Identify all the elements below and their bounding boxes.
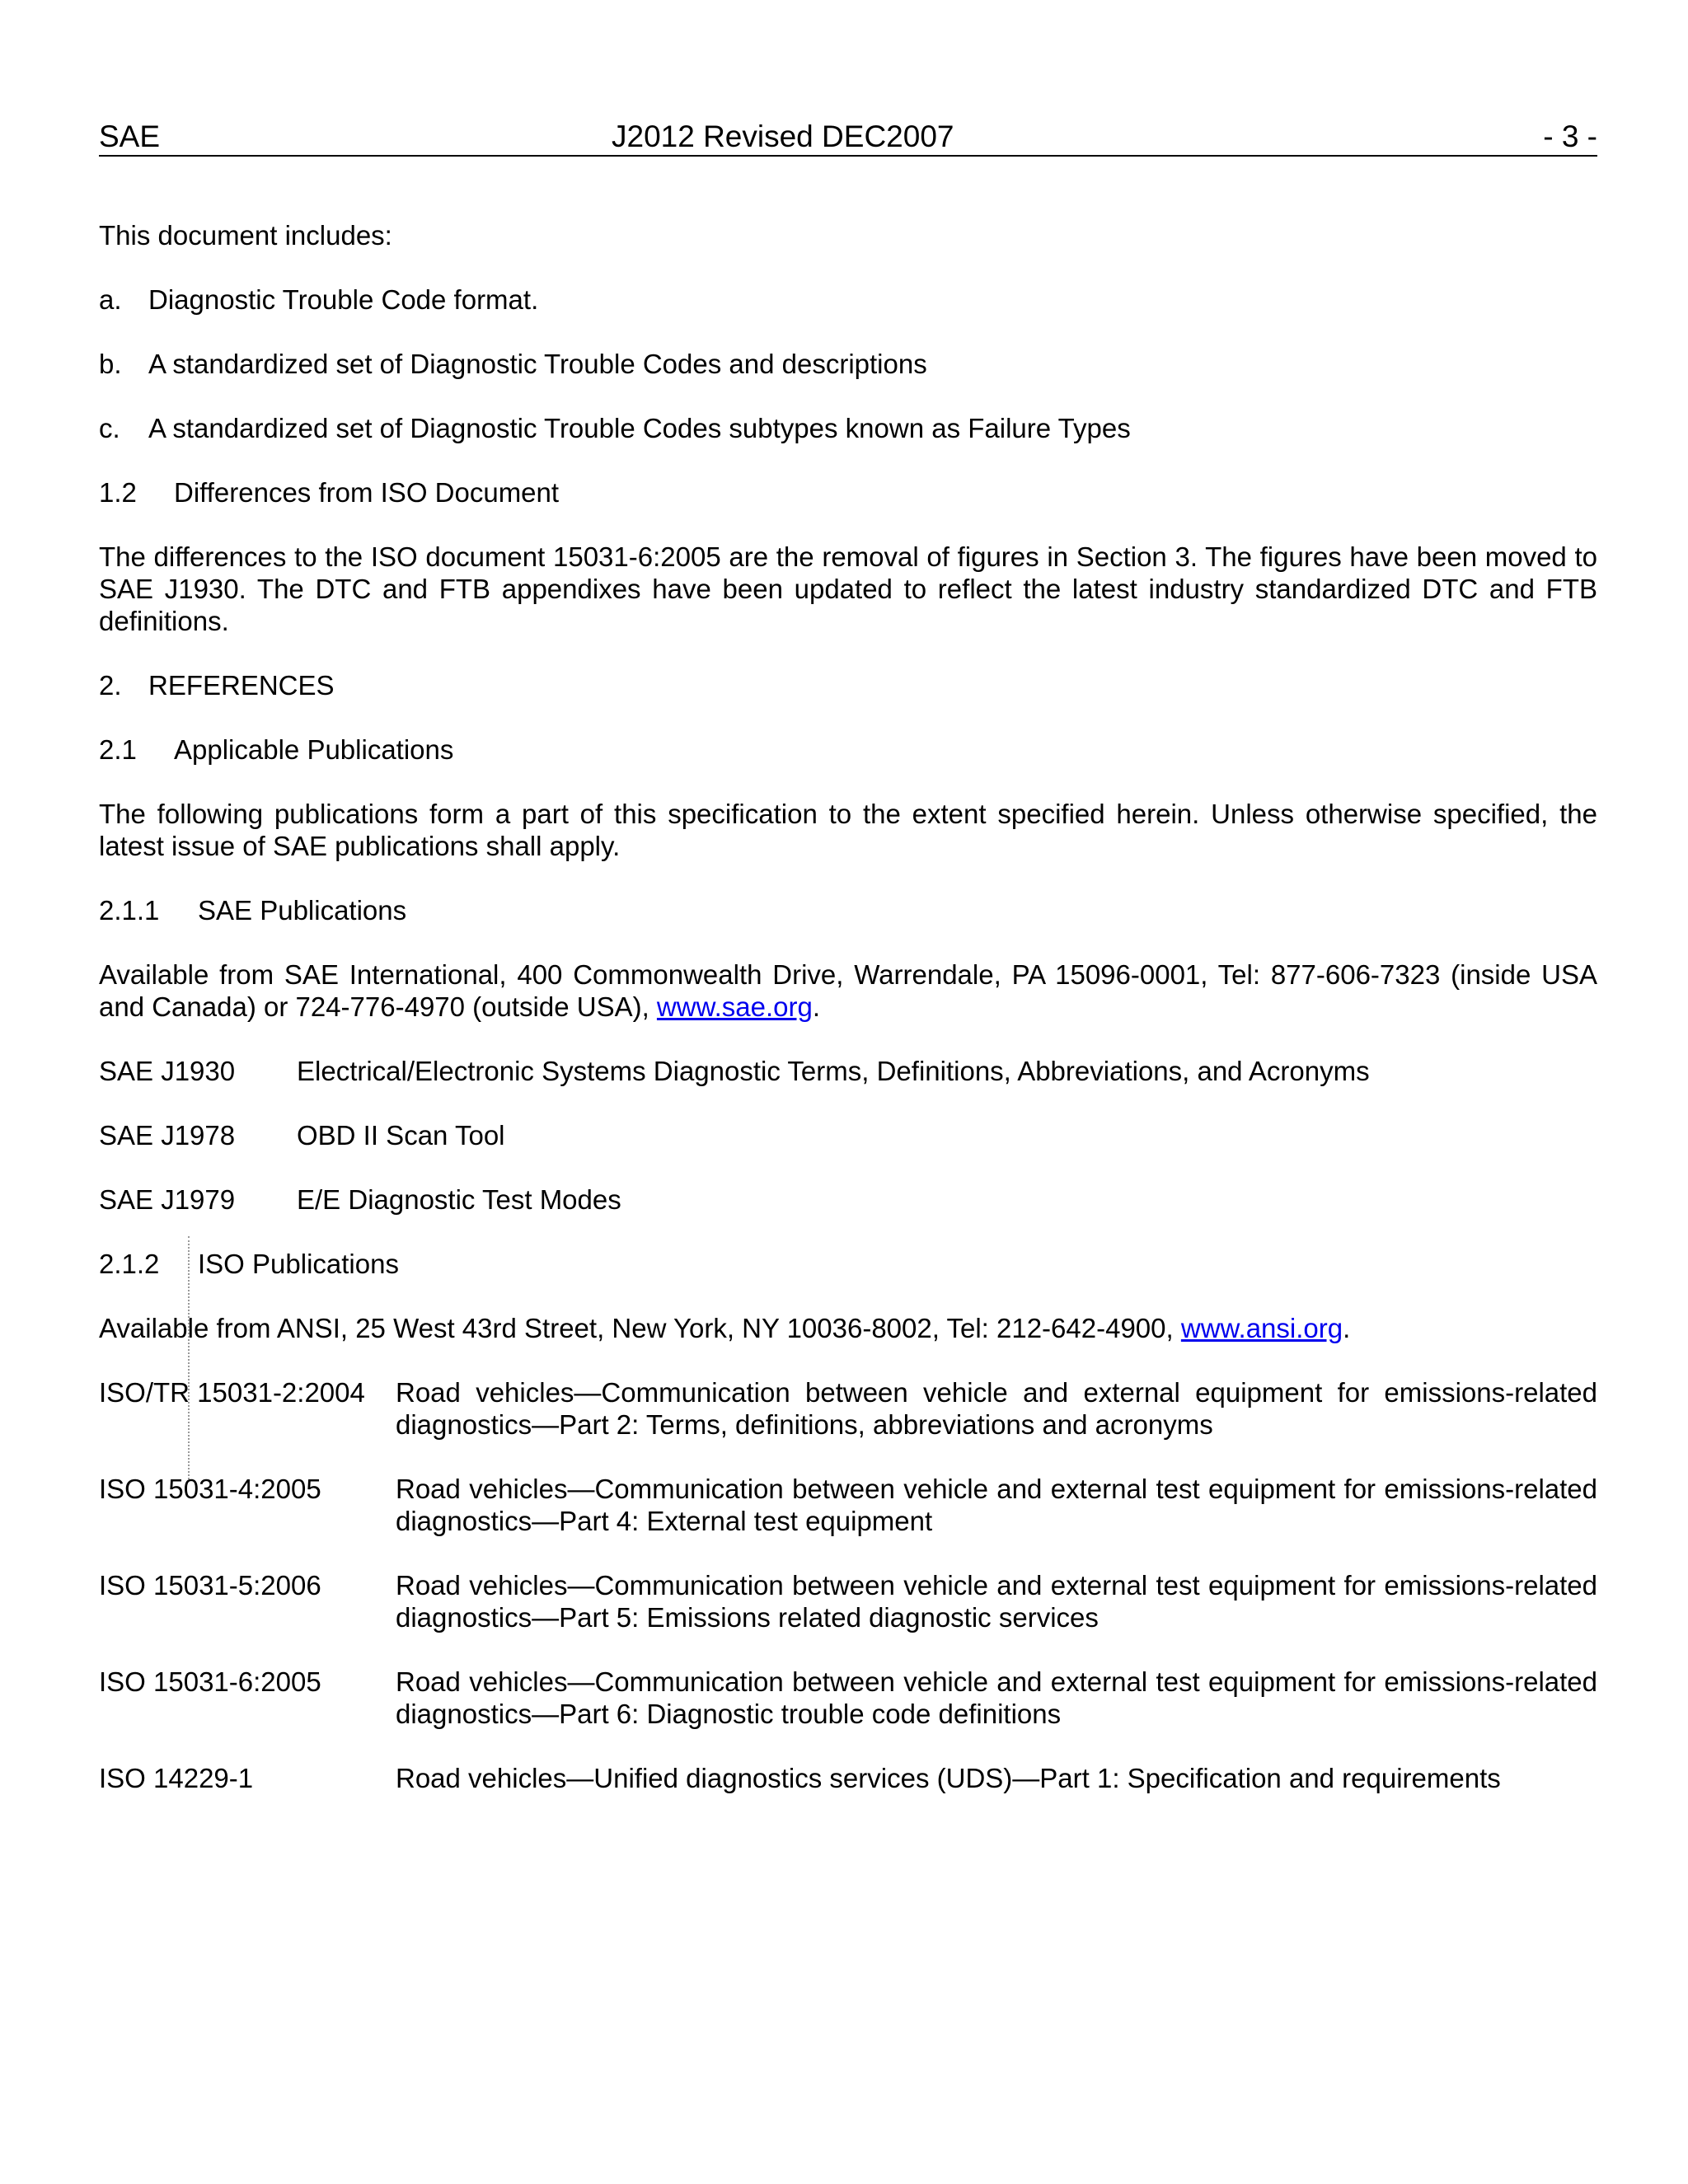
reference-description: OBD II Scan Tool (297, 1120, 505, 1151)
list-item-label: c. (99, 413, 120, 443)
section-heading-2-1-1 (99, 894, 1597, 926)
list-item-label: a. (99, 284, 122, 315)
section-number: 2. (99, 670, 122, 701)
section-number: 2.1.1 (99, 895, 160, 926)
list-item (99, 412, 1597, 444)
iso-availability-end: . (1343, 1313, 1351, 1343)
header-doc-id: J2012 Revised DEC2007 (612, 120, 954, 153)
reference-description: Road vehicles—Communication between vehicle and external test equipment for emissions-related diagnostics—Part 4: External test equipment (396, 1474, 1597, 1536)
section-title: REFERENCES (148, 670, 335, 701)
page-header (99, 119, 1597, 157)
reference-row (99, 1183, 1597, 1216)
reference-code: SAE J1979 (99, 1184, 236, 1215)
reference-code: ISO 15031-6:2005 (99, 1666, 321, 1697)
reference-description: Road vehicles—Communication between vehicle and external test equipment for emissions-related diagnostics—Part 6: Diagnostic trouble code definitions (396, 1666, 1597, 1729)
reference-code: SAE J1978 (99, 1120, 236, 1151)
section-heading-1-2 (99, 476, 1597, 509)
reference-row (99, 1473, 1597, 1537)
list-item (99, 284, 1597, 316)
intro-text: This document includes: (99, 220, 392, 251)
reference-description: Electrical/Electronic Systems Diagnostic Terms, Definitions, Abbreviations, and Acronyms (297, 1056, 1370, 1086)
list-item (99, 348, 1597, 380)
reference-code: SAE J1930 (99, 1056, 236, 1086)
section-title: Applicable Publications (174, 734, 454, 765)
reference-code: ISO 15031-5:2006 (99, 1570, 321, 1601)
reference-code: ISO 15031-4:2005 (99, 1474, 321, 1504)
sae-availability-end: . (812, 991, 821, 1022)
section-heading-2-1 (99, 733, 1597, 766)
section-heading-2 (99, 669, 1597, 701)
reference-row (99, 1055, 1597, 1087)
header-page-number: - 3 - (1543, 120, 1597, 153)
reference-code: ISO 14229-1 (99, 1763, 254, 1793)
column-guide-line (188, 1236, 190, 1479)
sae-availability-paragraph (99, 958, 1597, 1023)
iso-availability-paragraph (99, 1312, 1597, 1344)
list-item-label: b. (99, 349, 122, 379)
sae-website-link[interactable]: www.sae.org (656, 991, 813, 1022)
section-title: Differences from ISO Document (174, 477, 560, 508)
reference-row (99, 1119, 1597, 1151)
header-org: SAE (99, 120, 161, 153)
reference-description: E/E Diagnostic Test Modes (297, 1184, 621, 1215)
list-item-text: A standardized set of Diagnostic Trouble Codes and descriptions (148, 349, 927, 379)
section-number: 2.1 (99, 734, 137, 765)
section-number: 1.2 (99, 477, 137, 508)
section-title: ISO Publications (198, 1249, 399, 1279)
reference-row (99, 1666, 1597, 1730)
ansi-website-link[interactable]: www.ansi.org (1180, 1313, 1343, 1343)
sae-availability-text: Available from SAE International, 400 Commonwealth Drive, Warrendale, PA 15096-0001, Tel: 877-606-7323 (inside USA and Canada) or 724-776-4970 (outside USA), (99, 959, 1597, 1022)
reference-row (99, 1376, 1597, 1441)
publications-paragraph: The following publications form a part of this specification to the extent specified herein. Unless otherwise specified, the latest issue of SAE publications shall apply. (99, 799, 1597, 861)
section-heading-2-1-2 (99, 1248, 1597, 1280)
list-item-text: Diagnostic Trouble Code format. (148, 284, 539, 315)
reference-description: Road vehicles—Unified diagnostics services (UDS)—Part 1: Specification and requirements (396, 1763, 1501, 1793)
differences-paragraph: The differences to the ISO document 15031-6:2005 are the removal of figures in Section 3. The figures have been moved to SAE J1930. The DTC and FTB appendixes have been updated to reflect the latest industry standardized DTC and FTB definitions. (99, 541, 1597, 636)
list-item-text: A standardized set of Diagnostic Trouble Codes subtypes known as Failure Types (148, 413, 1131, 443)
section-title: SAE Publications (198, 895, 407, 926)
reference-row (99, 1569, 1597, 1633)
reference-code: ISO/TR 15031-2:2004 (99, 1377, 365, 1408)
section-number: 2.1.2 (99, 1249, 160, 1279)
reference-row (99, 1762, 1597, 1794)
iso-availability-text: Available from ANSI, 25 West 43rd Street, New York, NY 10036-8002, Tel: 212-642-4900, (99, 1313, 1181, 1343)
reference-description: Road vehicles—Communication between vehicle and external test equipment for emissions-related diagnostics—Part 5: Emissions related diagnostic services (396, 1570, 1597, 1633)
reference-description: Road vehicles—Communication between vehicle and external equipment for emissions-related diagnostics—Part 2: Terms, definitions, abbreviations and acronyms (396, 1377, 1597, 1440)
